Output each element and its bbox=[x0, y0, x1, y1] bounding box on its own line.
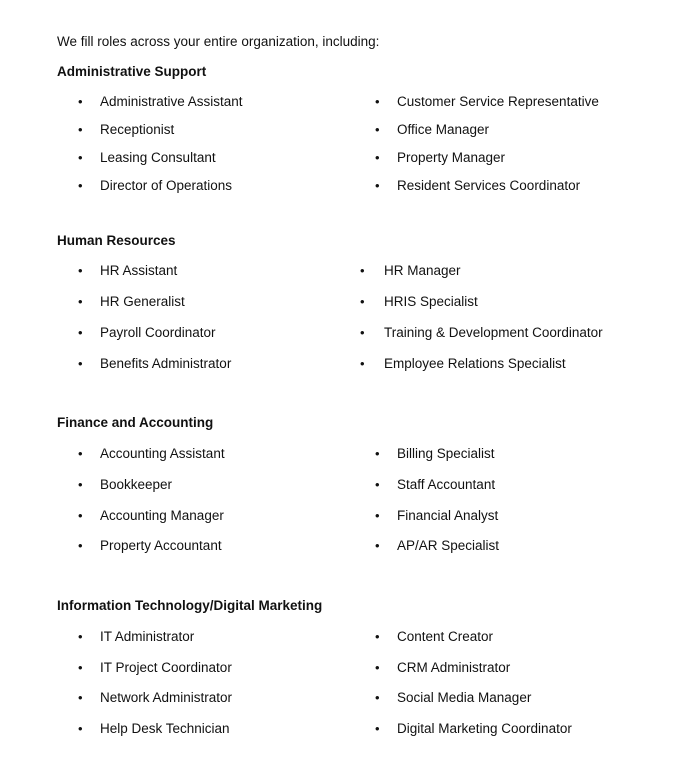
bullet-icon: • bbox=[78, 178, 83, 193]
bullet-icon: • bbox=[360, 325, 365, 340]
list-item-label: Billing Specialist bbox=[397, 446, 495, 461]
list-item-label: HR Manager bbox=[384, 263, 461, 278]
list-item-label: HR Assistant bbox=[100, 263, 178, 278]
list-item-label: CRM Administrator bbox=[397, 660, 511, 675]
list-item-label: IT Administrator bbox=[100, 629, 195, 644]
bullet-icon: • bbox=[375, 721, 380, 736]
list-item-label: Payroll Coordinator bbox=[100, 325, 216, 340]
bullet-icon: • bbox=[375, 508, 380, 523]
list-item-label: Accounting Assistant bbox=[100, 446, 225, 461]
list-item-label: Content Creator bbox=[397, 629, 494, 644]
list-item-label: Office Manager bbox=[397, 122, 490, 137]
list-item-label: Staff Accountant bbox=[397, 477, 496, 492]
list-item-label: Property Manager bbox=[397, 150, 506, 165]
bullet-icon: • bbox=[78, 538, 83, 553]
bullet-icon: • bbox=[375, 94, 380, 109]
list-item-label: Social Media Manager bbox=[397, 690, 532, 705]
bullet-icon: • bbox=[375, 150, 380, 165]
section-heading-human-resources: Human Resources bbox=[57, 233, 176, 248]
bullet-icon: • bbox=[78, 721, 83, 736]
list-item-label: Accounting Manager bbox=[100, 508, 224, 523]
list-item-label: Financial Analyst bbox=[397, 508, 499, 523]
bullet-icon: • bbox=[375, 690, 380, 705]
bullet-icon: • bbox=[375, 477, 380, 492]
bullet-icon: • bbox=[78, 94, 83, 109]
bullet-icon: • bbox=[78, 122, 83, 137]
list-item-label: Employee Relations Specialist bbox=[384, 356, 566, 371]
list-item-label: Property Accountant bbox=[100, 538, 222, 553]
bullet-icon: • bbox=[78, 508, 83, 523]
list-item-label: Customer Service Representative bbox=[397, 94, 599, 109]
bullet-icon: • bbox=[78, 356, 83, 371]
bullet-icon: • bbox=[78, 477, 83, 492]
bullet-icon: • bbox=[78, 325, 83, 340]
bullet-icon: • bbox=[360, 263, 365, 278]
bullet-icon: • bbox=[360, 356, 365, 371]
list-item-label: Leasing Consultant bbox=[100, 150, 216, 165]
list-item-label: IT Project Coordinator bbox=[100, 660, 232, 675]
bullet-icon: • bbox=[78, 446, 83, 461]
list-item-label: Help Desk Technician bbox=[100, 721, 230, 736]
list-item-label: Director of Operations bbox=[100, 178, 233, 193]
bullet-icon: • bbox=[78, 690, 83, 705]
bullet-icon: • bbox=[78, 150, 83, 165]
bullet-icon: • bbox=[78, 629, 83, 644]
bullet-icon: • bbox=[78, 660, 83, 675]
bullet-icon: • bbox=[375, 446, 380, 461]
list-item-label: AP/AR Specialist bbox=[397, 538, 500, 553]
bullet-icon: • bbox=[375, 122, 380, 137]
section-heading-administrative-support: Administrative Support bbox=[57, 64, 207, 79]
section-heading-finance-and-accounting: Finance and Accounting bbox=[57, 415, 214, 430]
list-item-label: Network Administrator bbox=[100, 690, 233, 705]
bullet-icon: • bbox=[375, 178, 380, 193]
bullet-icon: • bbox=[375, 629, 380, 644]
bullet-icon: • bbox=[360, 294, 365, 309]
bullet-icon: • bbox=[78, 294, 83, 309]
intro-text: We fill roles across your entire organization, including: bbox=[57, 34, 380, 49]
list-item-label: Bookkeeper bbox=[100, 477, 173, 492]
list-item-label: Training & Development Coordinator bbox=[384, 325, 603, 340]
list-item-label: Resident Services Coordinator bbox=[397, 178, 581, 193]
list-item-label: Digital Marketing Coordinator bbox=[397, 721, 572, 736]
list-item-label: Receptionist bbox=[100, 122, 175, 137]
bullet-icon: • bbox=[78, 263, 83, 278]
bullet-icon: • bbox=[375, 660, 380, 675]
list-item-label: HRIS Specialist bbox=[384, 294, 478, 309]
section-heading-it-digital-marketing: Information Technology/Digital Marketing bbox=[57, 598, 323, 613]
list-item-label: Administrative Assistant bbox=[100, 94, 243, 109]
list-item-label: HR Generalist bbox=[100, 294, 185, 309]
list-item-label: Benefits Administrator bbox=[100, 356, 232, 371]
bullet-icon: • bbox=[375, 538, 380, 553]
